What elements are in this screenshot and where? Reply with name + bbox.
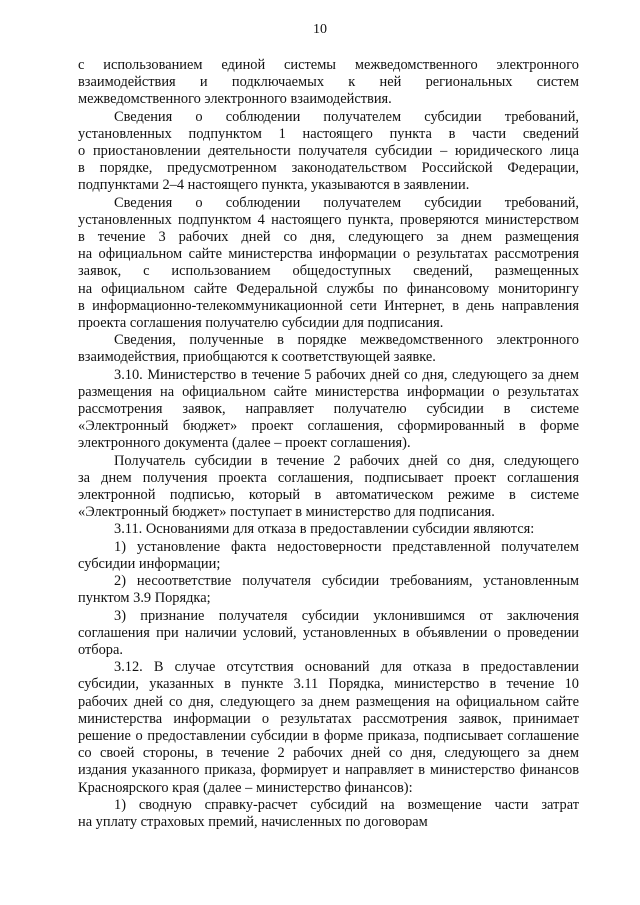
- text-line: рассмотрения заявок, направляет получателю субсидии в системе: [78, 401, 579, 418]
- text-line: установленных подпунктом 4 настоящего пункта, проверяются министерством: [78, 211, 579, 228]
- text-line: субсидии, указанных в пункте 3.11 Порядка, министерство в течение 10: [78, 676, 579, 693]
- text-line: Красноярского края (далее – министерство финансов):: [78, 779, 413, 796]
- text-line: 2) несоответствие получателя субсидии требованиям, установленным: [114, 573, 579, 590]
- text-line: 1) сводную справку-расчет субсидий на возмещение части затрат: [114, 796, 579, 813]
- text-line: в течение 3 рабочих дней со дня, следующего за днем размещения: [78, 229, 579, 246]
- text-line: издания указанного приказа, формирует и направляет в министерство финансов: [78, 762, 579, 779]
- text-line: подпунктами 2–4 настоящего пункта, указываются в заявлении.: [78, 177, 470, 194]
- text-line: электронной подписью, который в автоматическом режиме в системе: [78, 487, 579, 504]
- text-line: субсидии информации;: [78, 555, 221, 572]
- text-line: взаимодействия и подключаемых к ней региональных систем: [78, 74, 579, 91]
- text-line: межведомственного электронного взаимодействия.: [78, 91, 392, 108]
- text-line: Сведения о соблюдении получателем субсидии требований,: [114, 194, 579, 211]
- text-line: рабочих дней со дня, следующего за днем размещения на официальном сайте: [78, 693, 579, 710]
- text-line: Получатель субсидии в течение 2 рабочих дней со дня, следующего: [114, 452, 579, 469]
- text-line: Сведения о соблюдении получателем субсидии требований,: [114, 108, 579, 125]
- text-line: «Электронный бюджет» поступает в министерство для подписания.: [78, 504, 495, 521]
- text-line: отбора.: [78, 641, 123, 658]
- text-line: Сведения, полученные в порядке межведомственного электронного: [114, 332, 579, 349]
- text-line: министерства информации о результатах рассмотрения заявок, принимает: [78, 710, 579, 727]
- text-line: «Электронный бюджет» проект соглашения, сформированный в форме: [78, 418, 579, 435]
- text-line: со своей стороны, в течение 2 рабочих дней со дня, следующего за днем: [78, 745, 579, 762]
- text-line: в информационно-телекоммуникационной сети Интернет, в день направления: [78, 297, 579, 314]
- text-line: проекта соглашения получателю субсидии для подписания.: [78, 315, 444, 332]
- text-line: заявок, с использованием общедоступных сведений, размещенных: [78, 263, 579, 280]
- text-line: пунктом 3.9 Порядка;: [78, 590, 211, 607]
- text-line: за днем получения проекта соглашения, подписывает проект соглашения: [78, 469, 579, 486]
- text-line: установленных подпунктом 1 настоящего пункта в части сведений: [78, 125, 579, 142]
- text-line: 3.11. Основаниями для отказа в предоставлении субсидии являются:: [114, 521, 535, 538]
- text-line: размещения на официальном сайте министерства информации о результатах: [78, 383, 579, 400]
- text-line: электронного документа (далее – проект соглашения).: [78, 435, 411, 452]
- text-line: в порядке, предусмотренном законодательством Российской Федерации,: [78, 160, 579, 177]
- text-line: соглашения при наличии условий, установленных в объявлении о проведении: [78, 624, 579, 641]
- text-line: 3.12. В случае отсутствия оснований для отказа в предоставлении: [114, 659, 579, 676]
- text-line: о приостановлении деятельности получателя субсидии – юридического лица: [78, 143, 579, 160]
- text-line: 3) признание получателя субсидии уклонившимся от заключения: [114, 607, 579, 624]
- text-line: с использованием единой системы межведомственного электронного: [78, 57, 579, 73]
- text-line: решение о предоставлении субсидии в форме приказа, подписывает соглашение: [78, 727, 579, 744]
- text-line: 1) установление факта недостоверности представленной получателем: [114, 538, 579, 555]
- text-line: на уплату страховых премий, начисленных по договорам: [78, 813, 428, 830]
- text-line: взаимодействия, приобщаются к соответствующей заявке.: [78, 349, 436, 366]
- text-line: на официальном сайте министерства информации о результатах рассмотрения: [78, 246, 579, 263]
- document-body: [78, 57, 579, 831]
- page-number: 10: [313, 22, 327, 37]
- text-line: 3.10. Министерство в течение 5 рабочих дней со дня, следующего за днем: [114, 366, 579, 383]
- text-line: на официальном сайте Федеральной службы по финансовому мониторингу: [78, 280, 579, 297]
